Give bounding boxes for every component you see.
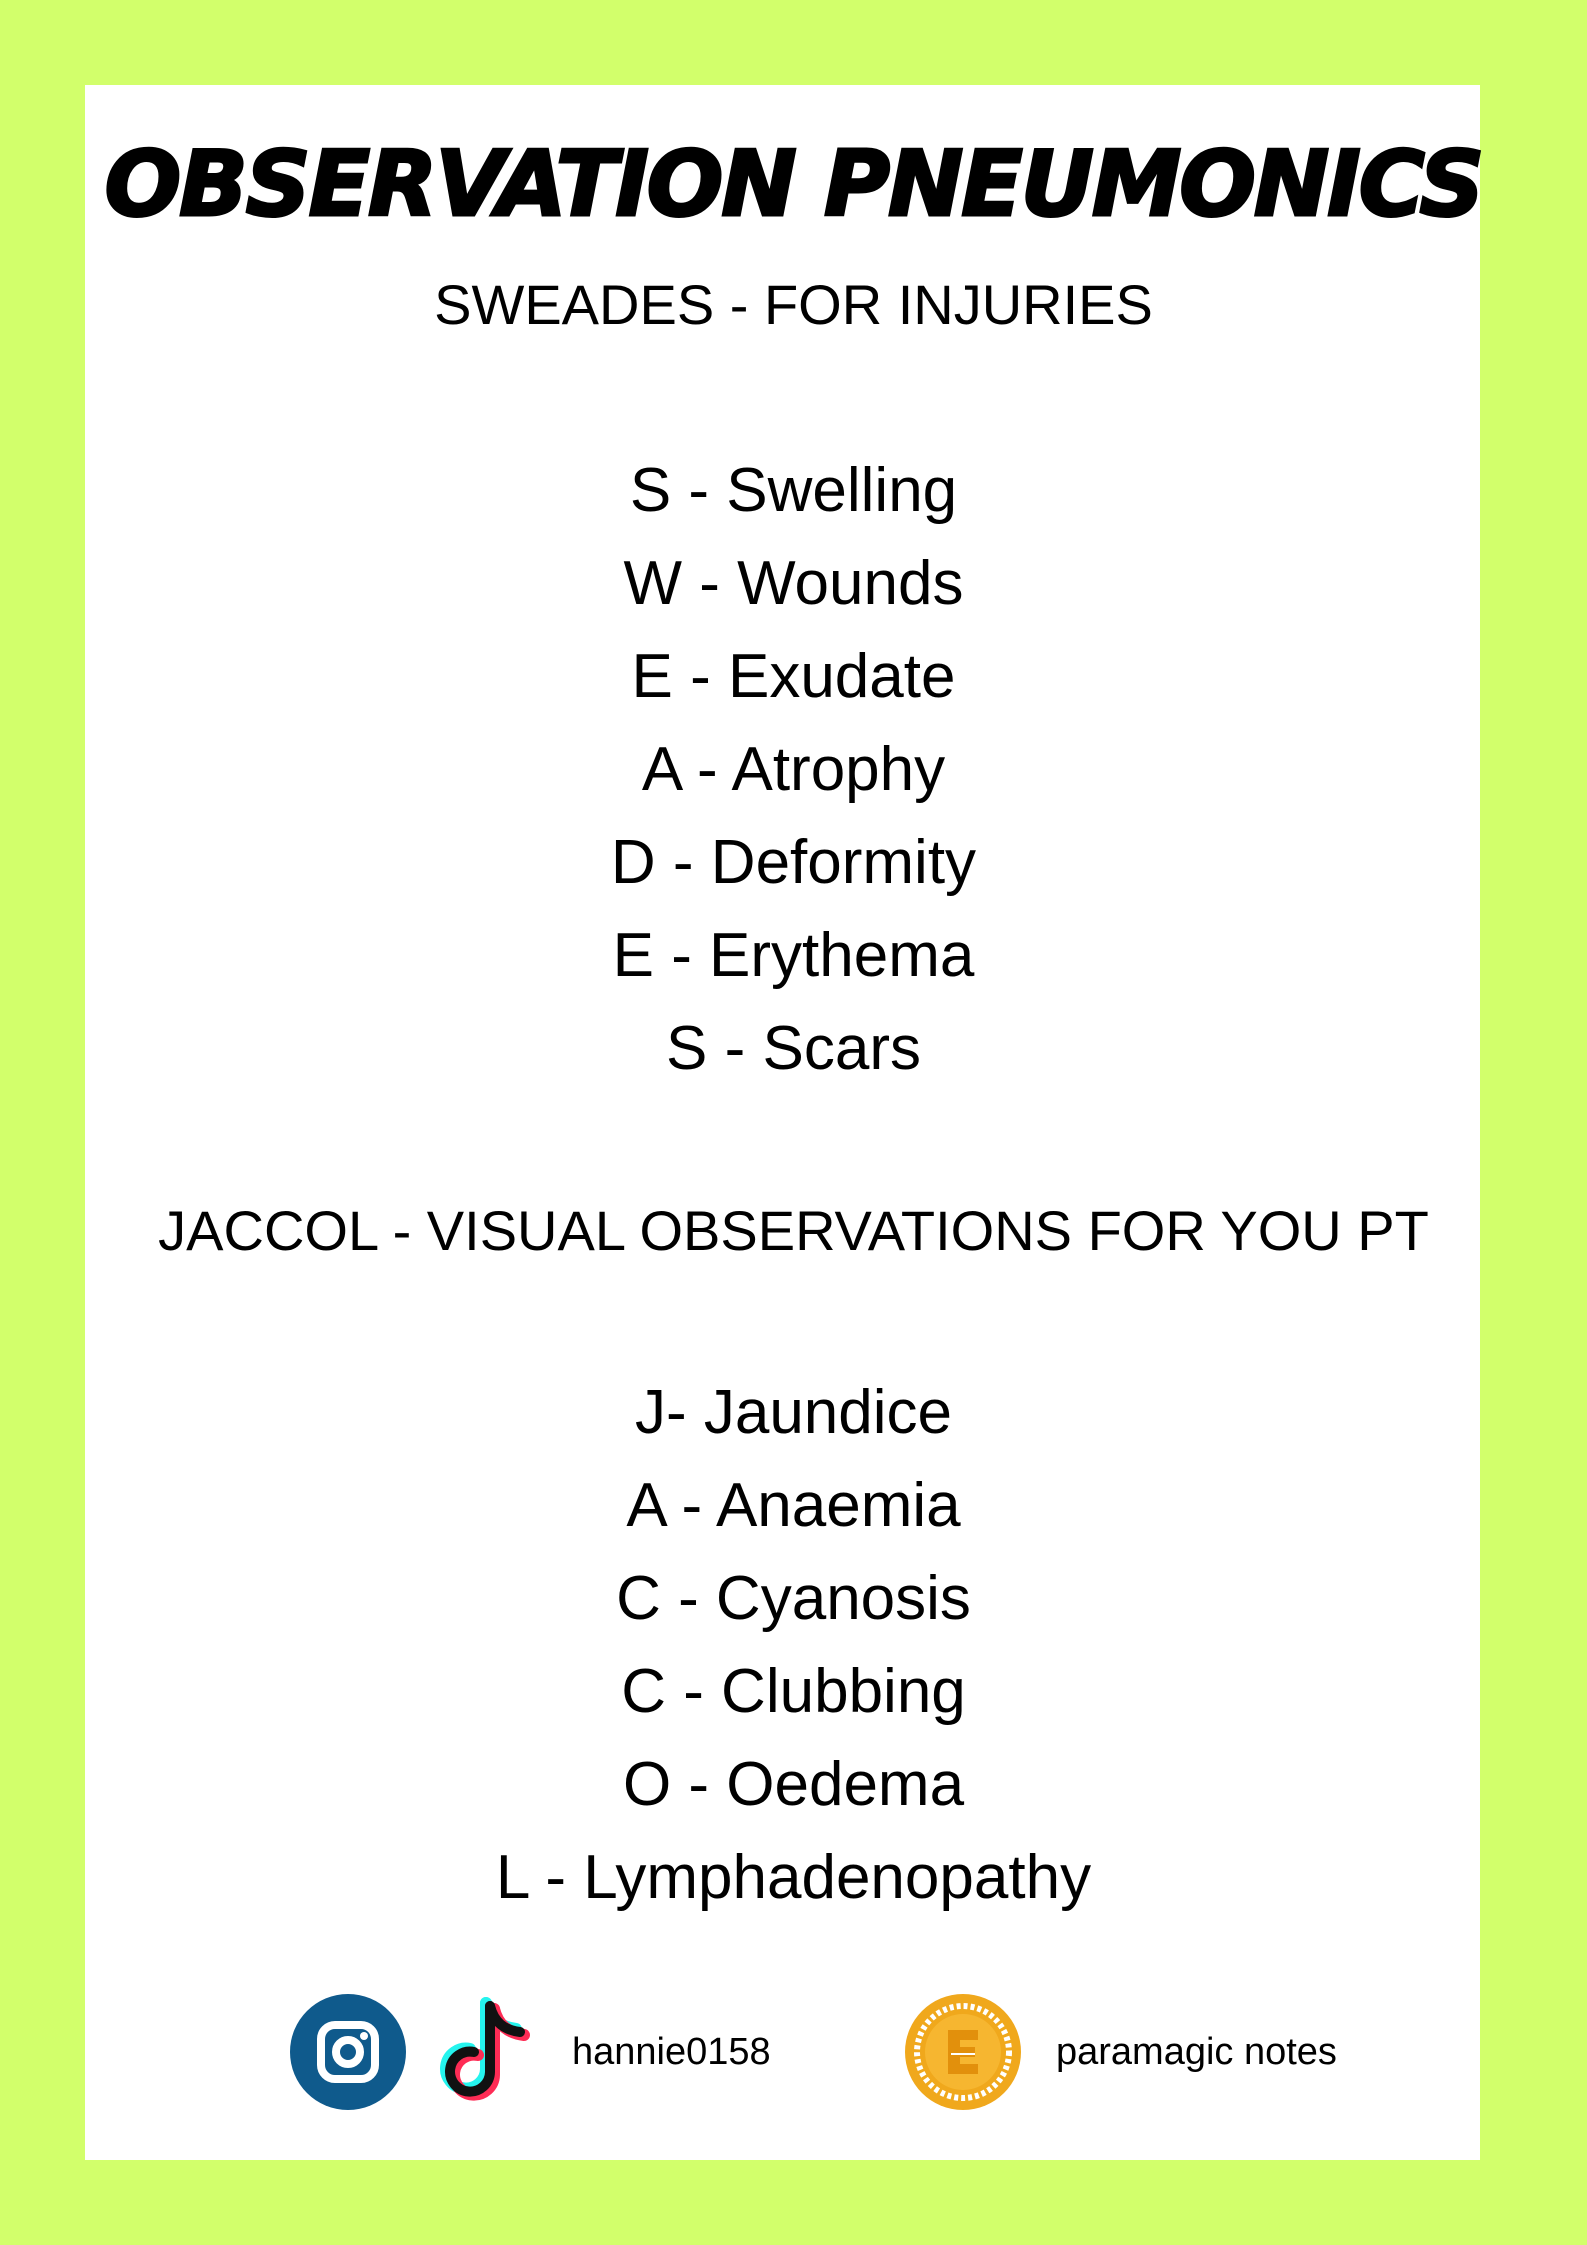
list-item: A - Atrophy [641, 735, 946, 804]
jaccol-list [0, 1366, 1587, 1924]
poster-title: OBSERVATION PNEUMONICS [104, 132, 1483, 237]
list-item: L - Lymphadenopathy [495, 1843, 1092, 1912]
list-item: E - Exudate [631, 642, 956, 711]
section-heading-jaccol: JACCOL - VISUAL OBSERVATIONS FOR YOU PT [158, 1199, 1429, 1262]
canva-icon[interactable] [903, 1992, 1023, 2112]
list-item: E - Erythema [612, 921, 975, 990]
list-item: S - Scars [666, 1014, 921, 1083]
social-handle: hannie0158 [572, 2031, 771, 2073]
list-item: D - Deformity [610, 828, 977, 897]
sweades-list [0, 444, 1587, 1095]
tiktok-icon[interactable] [430, 1988, 542, 2112]
list-item: O - Oedema [622, 1750, 965, 1819]
list-item: C - Clubbing [621, 1657, 966, 1726]
list-item: J- Jaundice [634, 1378, 953, 1447]
list-item: C - Cyanosis [616, 1564, 971, 1633]
instagram-icon[interactable] [290, 1994, 406, 2110]
section-heading-sweades: SWEADES - FOR INJURIES [434, 273, 1153, 336]
list-item: A - Anaemia [626, 1471, 961, 1540]
list-item: W - Wounds [623, 549, 964, 618]
list-item: S - Swelling [629, 456, 958, 525]
brand-name: paramagic notes [1056, 2031, 1337, 2073]
